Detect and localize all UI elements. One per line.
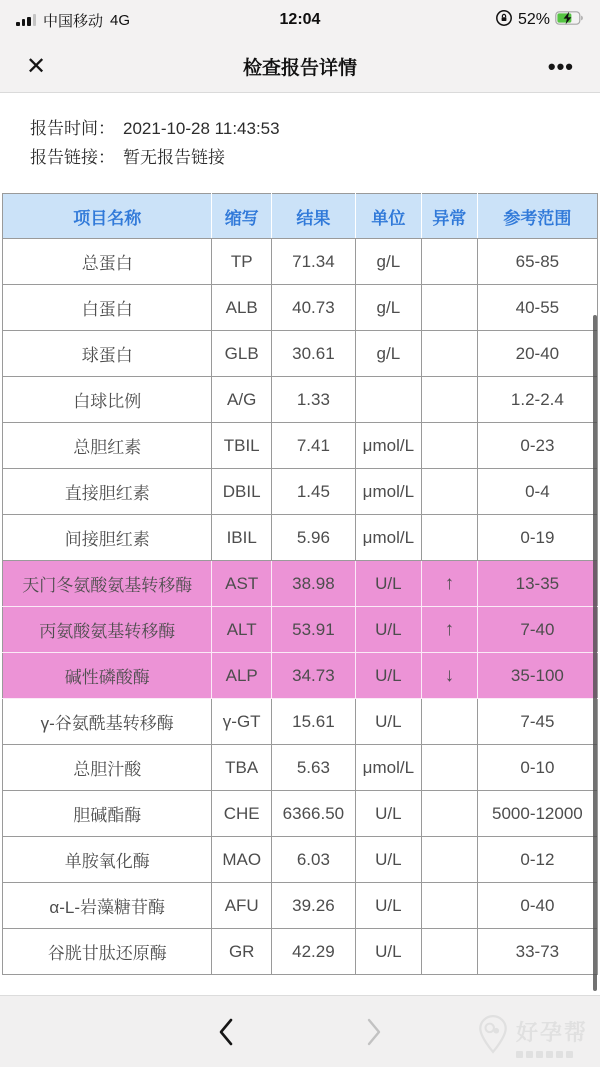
cell-name: 白蛋白 xyxy=(3,285,212,331)
more-menu-icon[interactable]: ••• xyxy=(547,53,574,79)
vertical-scrollbar[interactable] xyxy=(593,315,597,991)
table-row xyxy=(3,469,598,515)
watermark xyxy=(477,1014,588,1059)
report-link-row xyxy=(30,143,570,172)
cell-range: 7-40 xyxy=(477,607,597,653)
column-header: 参考范围 xyxy=(477,194,597,239)
cell-abbr: ALP xyxy=(212,653,272,699)
cell-result: 5.63 xyxy=(271,745,355,791)
cell-name: 总胆红素 xyxy=(3,423,212,469)
cell-unit: U/L xyxy=(355,929,421,975)
cell-flag: ↑ xyxy=(421,561,477,607)
cell-unit: U/L xyxy=(355,607,421,653)
cell-result: 38.98 xyxy=(271,561,355,607)
cell-unit: U/L xyxy=(355,791,421,837)
cell-unit: U/L xyxy=(355,837,421,883)
cell-unit: U/L xyxy=(355,653,421,699)
cell-flag xyxy=(421,423,477,469)
cell-result: 30.61 xyxy=(271,331,355,377)
cell-result: 6366.50 xyxy=(271,791,355,837)
report-time-label: 报告时间： xyxy=(30,119,115,138)
table-row xyxy=(3,653,598,699)
cell-unit: g/L xyxy=(355,331,421,377)
cell-range: 0-23 xyxy=(477,423,597,469)
battery-charging-icon xyxy=(555,11,584,30)
cell-abbr: ALB xyxy=(212,285,272,331)
table-row xyxy=(3,745,598,791)
cell-flag xyxy=(421,929,477,975)
table-row xyxy=(3,929,598,975)
cell-range: 0-4 xyxy=(477,469,597,515)
cell-range: 0-40 xyxy=(477,883,597,929)
footer-bar xyxy=(0,995,600,1067)
cell-result: 15.61 xyxy=(271,699,355,745)
cell-name: 白球比例 xyxy=(3,377,212,423)
cell-range: 40-55 xyxy=(477,285,597,331)
cell-name: 球蛋白 xyxy=(3,331,212,377)
table-row xyxy=(3,285,598,331)
cell-flag xyxy=(421,377,477,423)
cell-result: 1.33 xyxy=(271,377,355,423)
carrier-label: 中国移动 xyxy=(43,12,104,30)
cell-unit: μmol/L xyxy=(355,745,421,791)
cell-name: 总蛋白 xyxy=(3,239,212,285)
cell-abbr: IBIL xyxy=(212,515,272,561)
table-row xyxy=(3,699,598,745)
cell-result: 53.91 xyxy=(271,607,355,653)
table-row xyxy=(3,561,598,607)
cell-abbr: GLB xyxy=(212,331,272,377)
cell-unit: μmol/L xyxy=(355,469,421,515)
cell-flag xyxy=(421,515,477,561)
cell-flag xyxy=(421,791,477,837)
report-time-value: 2021-10-28 11:43:53 xyxy=(123,119,280,138)
next-page-button[interactable] xyxy=(344,996,404,1067)
column-header: 结果 xyxy=(271,194,355,239)
table-row xyxy=(3,791,598,837)
table-row xyxy=(3,515,598,561)
cell-range: 7-45 xyxy=(477,699,597,745)
clock-label: 12:04 xyxy=(279,11,321,28)
cell-abbr: AFU xyxy=(212,883,272,929)
battery-percent-label: 52% xyxy=(517,11,550,28)
table-row xyxy=(3,423,598,469)
cell-abbr: GR xyxy=(212,929,272,975)
cell-result: 34.73 xyxy=(271,653,355,699)
cell-range: 1.2-2.4 xyxy=(477,377,597,423)
table-row xyxy=(3,837,598,883)
top-chrome xyxy=(0,0,600,93)
cell-abbr: γ-GT xyxy=(212,699,272,745)
cell-abbr: TBIL xyxy=(212,423,272,469)
lab-results-table xyxy=(2,193,598,975)
cell-abbr: ALT xyxy=(212,607,272,653)
cell-unit: g/L xyxy=(355,239,421,285)
report-info xyxy=(0,93,600,172)
cell-abbr: AST xyxy=(212,561,272,607)
report-time-row xyxy=(30,114,570,143)
cell-abbr: TBA xyxy=(212,745,272,791)
cell-flag xyxy=(421,837,477,883)
cell-name: 谷胱甘肽还原酶 xyxy=(3,929,212,975)
cell-range: 13-35 xyxy=(477,561,597,607)
cell-result: 5.96 xyxy=(271,515,355,561)
table-row xyxy=(3,331,598,377)
column-header: 异常 xyxy=(421,194,477,239)
orientation-lock-icon xyxy=(495,9,513,32)
cell-name: 碱性磷酸酶 xyxy=(3,653,212,699)
cell-range: 33-73 xyxy=(477,929,597,975)
lab-table-body xyxy=(3,239,598,975)
cell-unit: μmol/L xyxy=(355,423,421,469)
cell-flag xyxy=(421,469,477,515)
cell-result: 71.34 xyxy=(271,239,355,285)
network-type-label: 4G xyxy=(110,11,131,29)
nav-bar xyxy=(0,40,600,93)
cell-name: 直接胆红素 xyxy=(3,469,212,515)
close-icon[interactable]: ✕ xyxy=(26,52,47,80)
status-bar xyxy=(0,0,600,40)
cell-flag xyxy=(421,745,477,791)
watermark-label: 好孕帮 xyxy=(515,1019,588,1045)
cell-flag xyxy=(421,883,477,929)
watermark-subtext xyxy=(516,1051,588,1058)
column-header: 缩写 xyxy=(212,194,272,239)
cell-name: 总胆汁酸 xyxy=(3,745,212,791)
cell-name: 天门冬氨酸氨基转移酶 xyxy=(3,561,212,607)
cell-range: 0-12 xyxy=(477,837,597,883)
cell-flag xyxy=(421,331,477,377)
cell-result: 42.29 xyxy=(271,929,355,975)
page-title: 检查报告详情 xyxy=(242,58,357,79)
cell-range: 0-10 xyxy=(477,745,597,791)
cell-abbr: CHE xyxy=(212,791,272,837)
cell-abbr: TP xyxy=(212,239,272,285)
cell-range: 0-19 xyxy=(477,515,597,561)
cell-unit: U/L xyxy=(355,883,421,929)
previous-page-button[interactable] xyxy=(196,996,256,1067)
table-row xyxy=(3,883,598,929)
table-row xyxy=(3,239,598,285)
cell-name: 单胺氧化酶 xyxy=(3,837,212,883)
cell-name: 间接胆红素 xyxy=(3,515,212,561)
cell-unit: g/L xyxy=(355,285,421,331)
cell-unit: U/L xyxy=(355,561,421,607)
report-link-label: 报告链接： xyxy=(30,148,115,167)
cell-range: 5000-12000 xyxy=(477,791,597,837)
cell-result: 7.41 xyxy=(271,423,355,469)
cell-result: 40.73 xyxy=(271,285,355,331)
cell-result: 1.45 xyxy=(271,469,355,515)
watermark-pin-icon xyxy=(477,1014,509,1059)
cell-name: γ-谷氨酰基转移酶 xyxy=(3,699,212,745)
cell-result: 6.03 xyxy=(271,837,355,883)
cell-flag: ↑ xyxy=(421,607,477,653)
cell-flag xyxy=(421,699,477,745)
cell-unit: U/L xyxy=(355,699,421,745)
report-link-value: 暂无报告链接 xyxy=(123,148,225,167)
cell-flag xyxy=(421,239,477,285)
cell-abbr: MAO xyxy=(212,837,272,883)
cell-unit xyxy=(355,377,421,423)
cell-result: 39.26 xyxy=(271,883,355,929)
cell-abbr: A/G xyxy=(212,377,272,423)
table-row xyxy=(3,377,598,423)
cell-abbr: DBIL xyxy=(212,469,272,515)
cell-name: α-L-岩藻糖苷酶 xyxy=(3,883,212,929)
cell-unit: μmol/L xyxy=(355,515,421,561)
table-row xyxy=(3,607,598,653)
cell-flag: ↓ xyxy=(421,653,477,699)
table-header-row xyxy=(3,194,598,239)
cell-range: 35-100 xyxy=(477,653,597,699)
column-header: 单位 xyxy=(355,194,421,239)
cell-name: 胆碱酯酶 xyxy=(3,791,212,837)
column-header: 项目名称 xyxy=(3,194,212,239)
cell-range: 20-40 xyxy=(477,331,597,377)
cell-flag xyxy=(421,285,477,331)
cell-range: 65-85 xyxy=(477,239,597,285)
cell-name: 丙氨酸氨基转移酶 xyxy=(3,607,212,653)
